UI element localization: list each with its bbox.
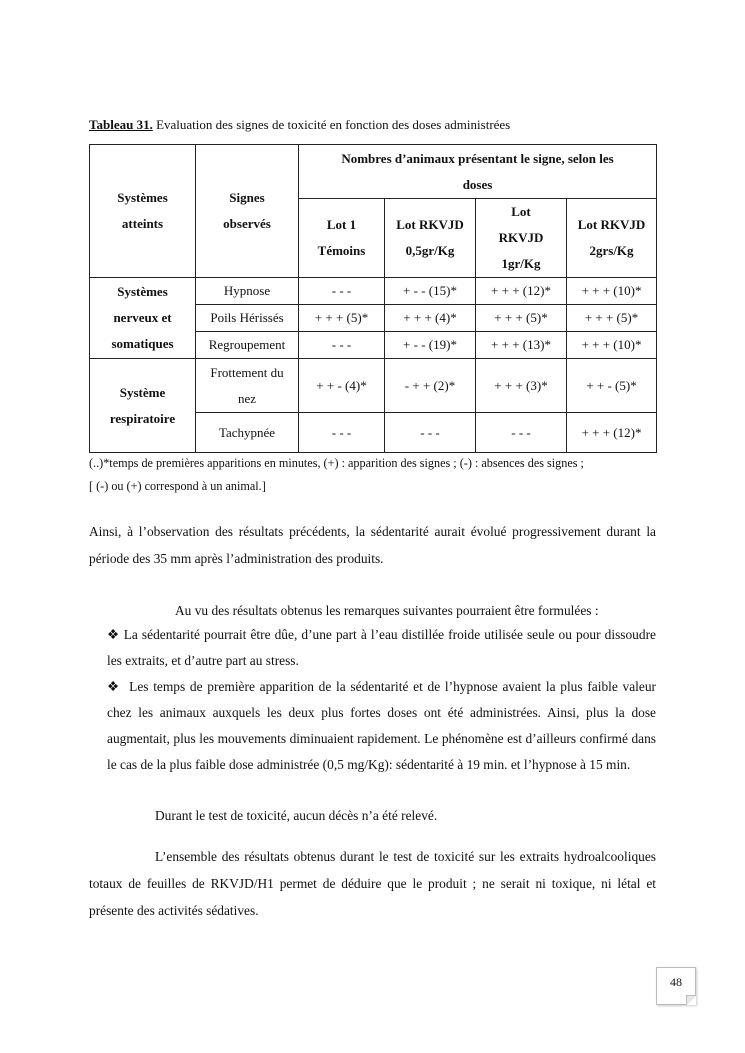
- header-lot2: Lot RKVJD 0,5gr/Kg: [385, 199, 476, 278]
- toxicity-table: [89, 144, 657, 453]
- value-cell: + - - (19)*: [385, 332, 476, 359]
- value-cell: + + + (3)*: [476, 359, 567, 413]
- note-line-1: (..)*temps de premières apparitions en minutes, (+) : apparition des signes ; (-) : absences des signes ;: [89, 456, 584, 470]
- note-line-2: [ (-) ou (+) correspond à un animal.]: [89, 479, 266, 493]
- value-cell: + + - (4)*: [299, 359, 385, 413]
- paragraph-conclusion: L’ensemble des résultats obtenus durant le test de toxicité sur les extraits hydroalcooliques totaux de feuilles de RKVJD/H1 permet de déduire que le produit ; ne serait ni toxique, ni létal et présente des activités sédatives.: [89, 849, 656, 918]
- value-cell: + + + (12)*: [476, 278, 567, 305]
- paragraph-sedentarite: Ainsi, à l’observation des résultats précédents, la sédentarité aurait évolué progressivement durant la période des 35 mm après l’administration des produits.: [89, 524, 656, 566]
- value-cell: + + + (10)*: [567, 278, 657, 305]
- bullet-text: Les temps de première apparition de la sédentarité et de l’hypnose avaient la plus faible valeur chez les animaux auxquels les deux plus fortes doses ont été administrées. Ainsi, plus la dose augmentait, plus les mouvements diminuaient rapidement. Le phénomène est d’ailleurs confirmé dans le cas de la plus faible dose administrée (0,5 mg/Kg): sédentarité à 19 min. et l’hypnose à 15 min.: [107, 679, 656, 772]
- value-cell: + + + (12)*: [567, 413, 657, 453]
- value-cell: + + + (13)*: [476, 332, 567, 359]
- system-respiratoire-cell: Système respiratoire: [90, 359, 196, 453]
- table-row: [90, 278, 657, 305]
- caption-label: Tableau 31.: [89, 117, 153, 132]
- bullet-item: [107, 674, 656, 778]
- header-systemes: Systèmes atteints: [90, 145, 196, 278]
- diamond-bullet-icon: ❖: [107, 627, 120, 642]
- value-cell: + + + (5)*: [567, 305, 657, 332]
- value-cell: + + + (10)*: [567, 332, 657, 359]
- header-lot4: Lot RKVJD 2grs/Kg: [567, 199, 657, 278]
- bullet-item: [107, 622, 656, 674]
- diamond-bullet-icon: ❖: [107, 679, 121, 694]
- table-caption: [89, 117, 510, 133]
- value-cell: + + + (5)*: [476, 305, 567, 332]
- page-number: 48: [656, 967, 696, 1005]
- value-cell: - - -: [299, 332, 385, 359]
- value-cell: + - - (15)*: [385, 278, 476, 305]
- sign-cell: Tachypnée: [196, 413, 299, 453]
- sign-cell: Regroupement: [196, 332, 299, 359]
- value-cell: - - -: [476, 413, 567, 453]
- bullet-text: La sédentarité pourrait être dûe, d’une part à l’eau distillée froide utilisée seule ou pour dissoudre les extraits, et d’autre part au stress.: [107, 627, 656, 668]
- value-cell: + + - (5)*: [567, 359, 657, 413]
- value-cell: - - -: [299, 413, 385, 453]
- paragraph-deces: Durant le test de toxicité, aucun décès n’a été relevé.: [155, 808, 438, 823]
- value-cell: + + + (4)*: [385, 305, 476, 332]
- sign-cell: Poils Hérissés: [196, 305, 299, 332]
- system-nerveux-cell: Systèmes nerveux et somatiques: [90, 278, 196, 359]
- header-lot1: Lot 1 Témoins: [299, 199, 385, 278]
- sign-cell: Hypnose: [196, 278, 299, 305]
- paragraph-intro: Au vu des résultats obtenus les remarques suivantes pourraient être formulées :: [175, 603, 599, 618]
- sign-cell: Frottement du nez: [196, 359, 299, 413]
- header-group-doses: Nombres d’animaux présentant le signe, selon les doses: [299, 145, 657, 199]
- header-lot3: Lot RKVJD 1gr/Kg: [476, 199, 567, 278]
- value-cell: - - -: [385, 413, 476, 453]
- header-signes: Signes observés: [196, 145, 299, 278]
- table-note: [89, 452, 656, 498]
- caption-text: Evaluation des signes de toxicité en fonction des doses administrées: [152, 117, 511, 132]
- value-cell: - + + (2)*: [385, 359, 476, 413]
- value-cell: - - -: [299, 278, 385, 305]
- table-row: [90, 359, 657, 413]
- value-cell: + + + (5)*: [299, 305, 385, 332]
